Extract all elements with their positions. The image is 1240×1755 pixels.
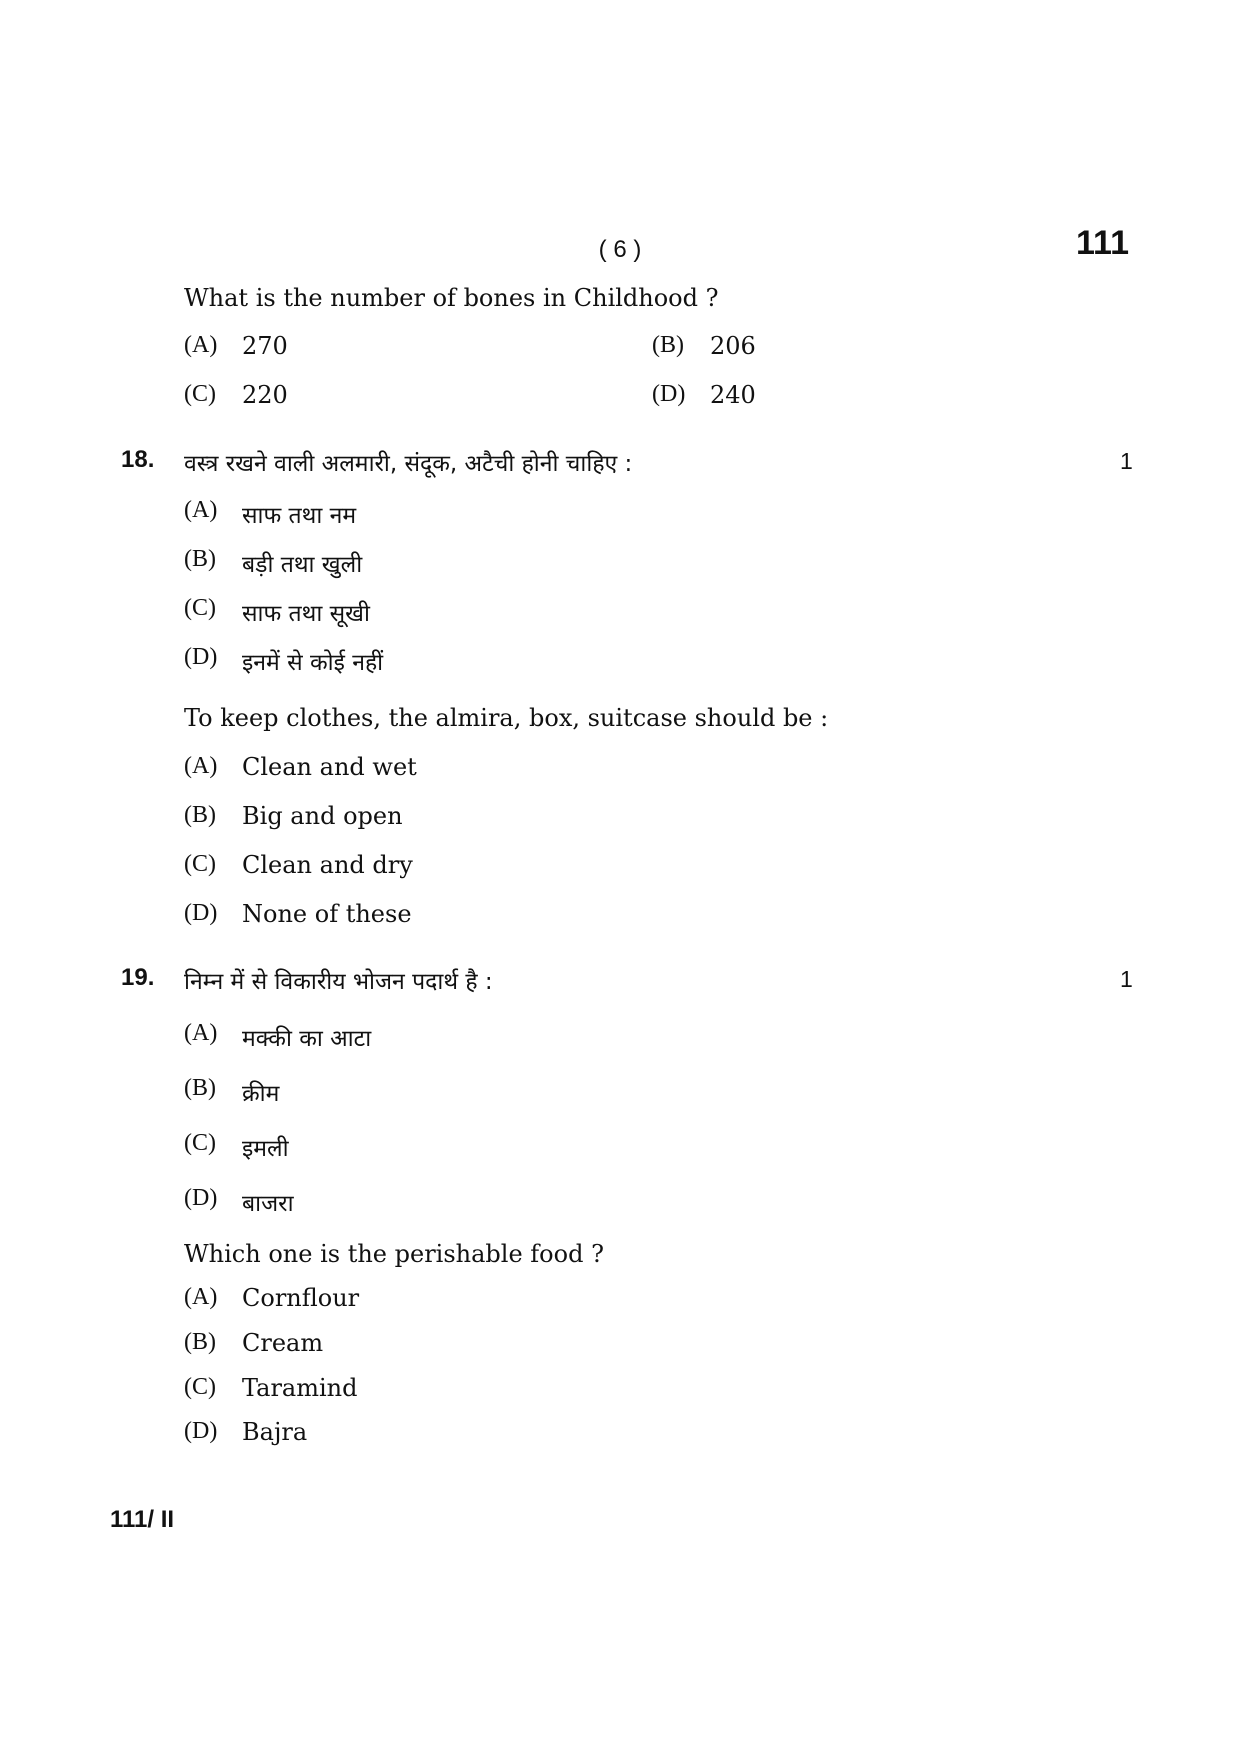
option-label: (A): [184, 753, 218, 779]
option-label: (B): [184, 546, 216, 572]
option-text: Cornflour: [242, 1284, 360, 1312]
q18-number: 18.: [121, 446, 155, 473]
q18-english-stem: To keep clothes, the almira, box, suitcase should be :: [184, 704, 829, 732]
option-text: बड़ी तथा खुली: [242, 552, 363, 578]
option-text: Clean and dry: [242, 851, 413, 879]
option-text: 220: [242, 381, 288, 409]
option-text: 206: [710, 332, 756, 360]
option-text: 240: [710, 381, 756, 409]
option-label: (B): [652, 332, 684, 358]
option-label: (A): [184, 1284, 218, 1310]
option-label: (D): [652, 381, 686, 407]
option-label: (C): [184, 595, 216, 621]
option-label: (A): [184, 1020, 218, 1046]
option-text: बाजरा: [242, 1191, 294, 1217]
option-text: क्रीम: [242, 1081, 280, 1107]
q18-hindi-stem: वस्त्र रखने वाली अलमारी, संदूक, अटैची होनी चाहिए :: [184, 451, 633, 477]
option-label: (A): [184, 497, 218, 523]
option-label: (C): [184, 381, 216, 407]
option-label: (B): [184, 802, 216, 828]
option-label: (B): [184, 1075, 216, 1101]
option-text: Clean and wet: [242, 753, 417, 781]
option-text: Taramind: [242, 1374, 358, 1402]
q17-english-stem: What is the number of bones in Childhood ?: [184, 284, 719, 312]
option-label: (B): [184, 1329, 216, 1355]
option-text: साफ तथा नम: [242, 503, 357, 529]
option-label: (C): [184, 1130, 216, 1156]
option-text: इनमें से कोई नहीं: [242, 650, 384, 676]
option-text: None of these: [242, 900, 412, 928]
q19-english-stem: Which one is the perishable food ?: [184, 1240, 604, 1268]
q18-marks: 1: [1120, 448, 1133, 474]
page-number: ( 6 ): [598, 236, 642, 263]
option-text: साफ तथा सूखी: [242, 601, 370, 627]
q19-marks: 1: [1120, 966, 1133, 992]
option-text: Big and open: [242, 802, 403, 830]
paper-code: 111: [1076, 224, 1129, 262]
option-text: इमली: [242, 1136, 289, 1162]
footer-paper-code: 111/ II: [110, 1506, 175, 1533]
option-label: (C): [184, 851, 216, 877]
option-label: (A): [184, 332, 218, 358]
option-text: Bajra: [242, 1418, 308, 1446]
option-text: मक्की का आटा: [242, 1026, 372, 1052]
option-label: (D): [184, 1185, 218, 1211]
option-label: (C): [184, 1374, 216, 1400]
option-label: (D): [184, 900, 218, 926]
option-text: Cream: [242, 1329, 324, 1357]
q19-hindi-stem: निम्न में से विकारीय भोजन पदार्थ है :: [184, 969, 493, 995]
q19-number: 19.: [121, 964, 155, 991]
option-text: 270: [242, 332, 288, 360]
option-label: (D): [184, 1418, 218, 1444]
option-label: (D): [184, 644, 218, 670]
